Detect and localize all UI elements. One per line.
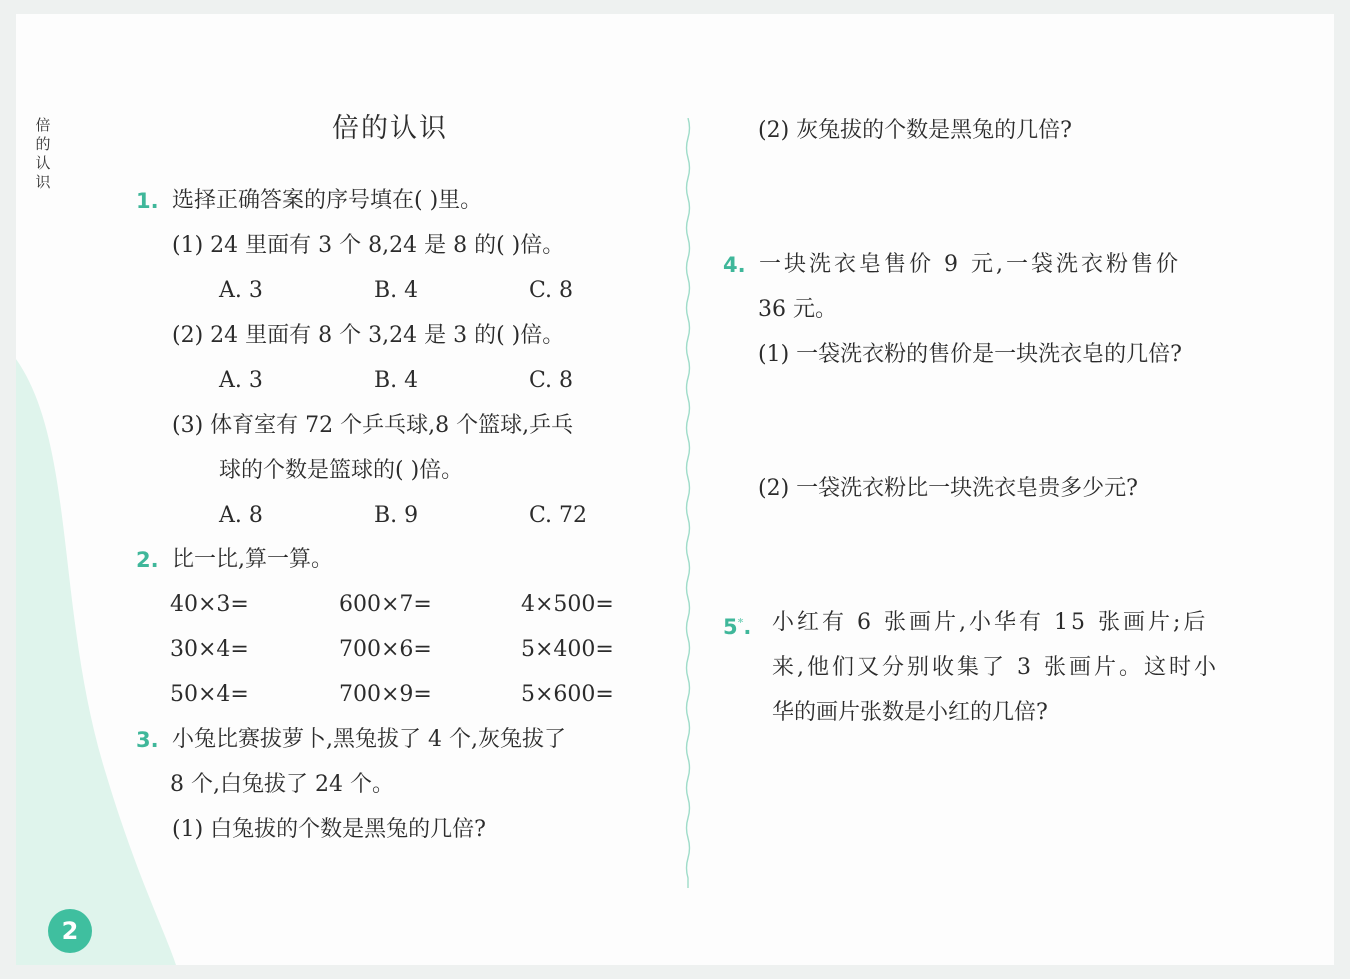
q1p2-option-a: A. 3 — [219, 368, 263, 393]
calc-item: 700×9= — [339, 682, 432, 707]
question-5-line-3: 华的画片张数是小红的几倍? — [772, 700, 1048, 725]
question-3-sub-2: (2) 灰兔拔的个数是黑兔的几倍? — [758, 118, 1072, 143]
side-chapter-title: 倍的认识 — [35, 116, 51, 191]
q1p2-option-c: C. 8 — [529, 368, 574, 393]
question-1-part-1: (1) 24 里面有 3 个 8,24 是 8 的( )倍。 — [172, 233, 565, 258]
q1p3-option-a: A. 8 — [219, 503, 263, 528]
question-4-sub-2: (2) 一袋洗衣粉比一块洗衣皂贵多少元? — [758, 476, 1138, 501]
question-3-number: 3. — [136, 728, 159, 752]
question-5-dot: . — [743, 615, 752, 639]
question-1-part-2: (2) 24 里面有 8 个 3,24 是 3 的( )倍。 — [172, 323, 565, 348]
q1p1-option-a: A. 3 — [219, 278, 263, 303]
question-5-number — [723, 609, 751, 641]
question-3-sub-1: (1) 白兔拔的个数是黑兔的几倍? — [172, 817, 486, 842]
question-3-line-2: 8 个,白兔拔了 24 个。 — [170, 772, 394, 797]
question-5-digit: 5 — [723, 615, 738, 639]
question-1-number: 1. — [136, 189, 159, 213]
question-4-line-2: 36 元。 — [758, 297, 837, 322]
q1p3-option-b: B. 9 — [374, 503, 419, 528]
question-4-sub-1: (1) 一袋洗衣粉的售价是一块洗衣皂的几倍? — [758, 342, 1182, 367]
calc-item: 700×6= — [339, 637, 432, 662]
q1p3-option-c: C. 72 — [529, 503, 588, 528]
question-1-part-3-line-2: 球的个数是篮球的( )倍。 — [219, 458, 464, 483]
q1p1-option-c: C. 8 — [529, 278, 574, 303]
q1p2-option-b: B. 4 — [374, 368, 419, 393]
page-divider — [684, 118, 692, 888]
question-4-line-1: 一块洗衣皂售价 9 元,一袋洗衣粉售价 — [759, 252, 1181, 277]
calc-item: 600×7= — [339, 592, 432, 617]
workbook-page — [16, 14, 1334, 965]
question-5-line-1: 小红有 6 张画片,小华有 15 张画片;后 — [772, 610, 1209, 635]
question-3-line-1: 小兔比赛拔萝卜,黑兔拔了 4 个,灰兔拔了 — [172, 727, 566, 752]
question-5-line-2: 来,他们又分别收集了 3 张画片。这时小 — [772, 655, 1219, 680]
calc-item: 5×600= — [521, 682, 614, 707]
question-1-part-3-line-1: (3) 体育室有 72 个乒乓球,8 个篮球,乒乓 — [172, 413, 574, 438]
calc-item: 5×400= — [521, 637, 614, 662]
question-2-number: 2. — [136, 548, 159, 572]
page-number-badge: 2 — [48, 909, 92, 953]
question-5-star: * — [737, 616, 744, 629]
question-1-prompt: 选择正确答案的序号填在( )里。 — [172, 188, 483, 213]
page-title: 倍的认识 — [332, 113, 448, 144]
calc-item: 40×3= — [170, 592, 249, 617]
calc-item: 50×4= — [170, 682, 249, 707]
q1p1-option-b: B. 4 — [374, 278, 419, 303]
calc-item: 30×4= — [170, 637, 249, 662]
question-2-prompt: 比一比,算一算。 — [172, 547, 333, 572]
question-4-number: 4. — [723, 253, 746, 277]
calc-item: 4×500= — [521, 592, 614, 617]
